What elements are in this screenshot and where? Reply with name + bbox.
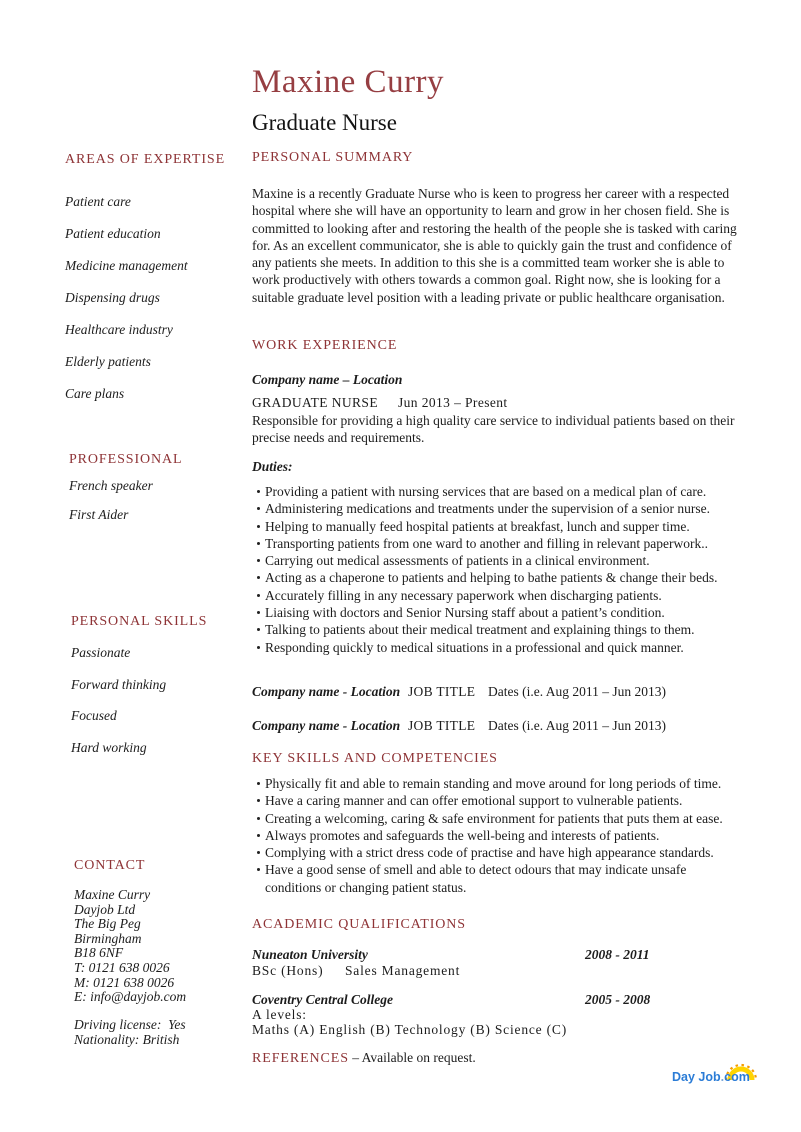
list-item: Creating a welcoming, caring & safe environment for patients that puts them at ease. xyxy=(252,810,744,827)
references-heading: REFERENCES xyxy=(252,1051,349,1066)
dayjob-logo xyxy=(672,1056,782,1096)
list-item: First Aider xyxy=(69,507,129,522)
personal-summary-text: Maxine is a recently Graduate Nurse who is keen to progress her career with a respected hospital where she will have an opportunity to learn and grow in her chosen field. She is committed to looking after and restoring the health of the people she is tasked with caring for. As an excellent communicator, she is able to quickly gain the trust and confidence of any patients she meets. In addition to this she is a committed team worker she is able to work productively with others towards a common goal. Right now, she is looking for a suitable graduate level position with a leading private or public healthcare organisation. xyxy=(252,186,737,305)
bullet-icon xyxy=(252,844,265,861)
references-line xyxy=(252,1050,744,1067)
list-item: Accurately filling in any necessary paperwork when discharging patients. xyxy=(252,587,744,604)
previous-job-row xyxy=(252,718,744,734)
sidebar-expertise-list xyxy=(65,195,188,419)
list-item: Acting as a chaperone to patients and helping to bathe patients & change their beds. xyxy=(252,569,744,586)
alevels-results: Maths (A) English (B) Technology (B) Science (C) xyxy=(252,1022,568,1037)
bullet-icon xyxy=(252,500,265,517)
degree-name: BSc (Hons) xyxy=(252,963,324,978)
contact-line: The Big Peg xyxy=(74,916,141,932)
duties-label: Duties: xyxy=(252,459,293,474)
contact-email: E: info@dayjob.com xyxy=(74,989,187,1005)
list-item: Have a caring manner and can offer emotional support to vulnerable patients. xyxy=(252,792,744,809)
list-item: Carrying out medical assessments of patients in a clinical environment. xyxy=(252,552,744,569)
alevels-label: A levels: xyxy=(252,1007,307,1022)
section-heading-personal-summary: PERSONAL SUMMARY xyxy=(252,150,414,165)
contact-address-block xyxy=(74,888,186,1005)
previous-job-title: JOB TITLE xyxy=(408,684,476,699)
bullet-icon xyxy=(252,621,265,638)
nationality-line: Nationality: British xyxy=(74,1032,180,1047)
sidebar-heading-personal-skills: PERSONAL SKILLS xyxy=(71,614,208,629)
bullet-icon xyxy=(252,861,265,896)
education-row xyxy=(252,992,744,1008)
contact-mobile: M: 0121 638 0026 xyxy=(74,974,175,990)
section-heading-academic: ACADEMIC QUALIFICATIONS xyxy=(252,917,466,932)
list-item: Complying with a strict dress code of practise and have high appearance standards. xyxy=(252,844,744,861)
contact-extra-block xyxy=(74,1017,186,1047)
logo-day: Day xyxy=(672,1070,695,1084)
list-item: Elderly patients xyxy=(65,354,151,369)
list-item: Medicine management xyxy=(65,258,188,273)
previous-job-company: Company name - Location xyxy=(252,684,401,699)
list-item: Healthcare industry xyxy=(65,322,173,337)
bullet-icon xyxy=(252,552,265,569)
bullet-icon xyxy=(252,810,265,827)
list-item: Physically fit and able to remain standing and move around for long periods of time. xyxy=(252,775,744,792)
dayjob-logo-text xyxy=(672,1070,750,1084)
list-item: Always promotes and safeguards the well-being and interests of patients. xyxy=(252,827,744,844)
education-degree-line xyxy=(252,963,744,979)
key-skills-list xyxy=(252,775,744,896)
list-item: Hard working xyxy=(71,739,147,755)
company-name-line: Company name – Location xyxy=(252,372,403,387)
bullet-icon xyxy=(252,535,265,552)
previous-job-company: Company name - Location xyxy=(252,718,401,733)
list-item: French speaker xyxy=(69,478,153,493)
list-item: Focused xyxy=(71,708,117,723)
job-role-subtitle: Graduate Nurse xyxy=(252,110,397,135)
references-text: – Available on request. xyxy=(352,1050,476,1065)
list-item: Administering medications and treatments under the supervision of a senior nurse. xyxy=(252,500,744,517)
sidebar-heading-contact: CONTACT xyxy=(74,858,146,873)
previous-job-dates: Dates (i.e. Aug 2011 – Jun 2013) xyxy=(488,718,666,733)
contact-line: B18 6NF xyxy=(74,945,124,961)
list-item: Responding quickly to medical situations in a professional and quick manner. xyxy=(252,639,744,656)
sidebar-professional-list xyxy=(69,479,153,537)
bullet-icon xyxy=(252,639,265,656)
logo-com: com xyxy=(724,1070,750,1084)
education-dates: 2005 - 2008 xyxy=(585,992,651,1007)
bullet-icon xyxy=(252,483,265,500)
list-item: Liaising with doctors and Senior Nursing staff about a patient’s condition. xyxy=(252,604,744,621)
bullet-icon xyxy=(252,587,265,604)
degree-subject: Sales Management xyxy=(345,963,461,978)
education-school: Nuneaton University xyxy=(252,947,368,962)
current-job-line xyxy=(252,395,744,411)
list-item: Care plans xyxy=(65,386,125,401)
logo-dot: . xyxy=(720,1070,725,1084)
education-row xyxy=(252,947,744,963)
list-item: Providing a patient with nursing services that are based on a medical plan of care. xyxy=(252,483,744,500)
list-item: Patient care xyxy=(65,194,131,209)
section-heading-key-skills: KEY SKILLS AND COMPETENCIES xyxy=(252,751,498,766)
previous-job-title: JOB TITLE xyxy=(408,718,476,733)
bullet-icon xyxy=(252,792,265,809)
list-item: Passionate xyxy=(71,645,131,660)
list-item: Talking to patients about their medical treatment and explaining things to them. xyxy=(252,621,744,638)
driving-license-line: Driving license: Yes xyxy=(74,1017,186,1032)
bullet-icon xyxy=(252,604,265,621)
list-item: Forward thinking xyxy=(71,676,167,692)
sidebar-heading-expertise: AREAS OF EXPERTISE xyxy=(65,152,226,167)
bullet-icon xyxy=(252,569,265,586)
contact-phone: T: 0121 638 0026 xyxy=(74,959,170,975)
list-item: Have a good sense of smell and able to detect odours that may indicate unsafe conditions or changing patient status. xyxy=(252,861,744,896)
bullet-icon xyxy=(252,775,265,792)
sidebar-personal-skills-list xyxy=(71,646,166,772)
section-heading-work-experience: WORK EXPERIENCE xyxy=(252,338,398,353)
sidebar-heading-professional: PROFESSIONAL xyxy=(69,452,183,467)
page-title: Maxine Curry xyxy=(252,64,445,100)
education-school: Coventry Central College xyxy=(252,992,393,1007)
contact-line: Maxine Curry xyxy=(74,887,151,902)
list-item: Dispensing drugs xyxy=(65,290,160,305)
contact-line: Dayjob Ltd xyxy=(74,901,136,917)
bullet-icon xyxy=(252,827,265,844)
list-item: Patient education xyxy=(65,226,161,241)
list-item: Helping to manually feed hospital patients at breakfast, lunch and supper time. xyxy=(252,518,744,535)
previous-job-row xyxy=(252,684,744,700)
previous-job-dates: Dates (i.e. Aug 2011 – Jun 2013) xyxy=(488,684,666,699)
current-job-dates: Jun 2013 – Present xyxy=(398,395,508,410)
current-job-description: Responsible for providing a high quality care service to individual patients based on their precise needs and requirements. xyxy=(252,413,735,446)
logo-job: Job xyxy=(698,1070,721,1084)
education-dates: 2008 - 2011 xyxy=(585,947,650,962)
list-item: Transporting patients from one ward to another and filling in relevant paperwork.. xyxy=(252,535,744,552)
duties-list xyxy=(252,483,744,656)
bullet-icon xyxy=(252,518,265,535)
current-job-title: GRADUATE NURSE xyxy=(252,395,378,410)
contact-line: Birmingham xyxy=(74,930,142,946)
